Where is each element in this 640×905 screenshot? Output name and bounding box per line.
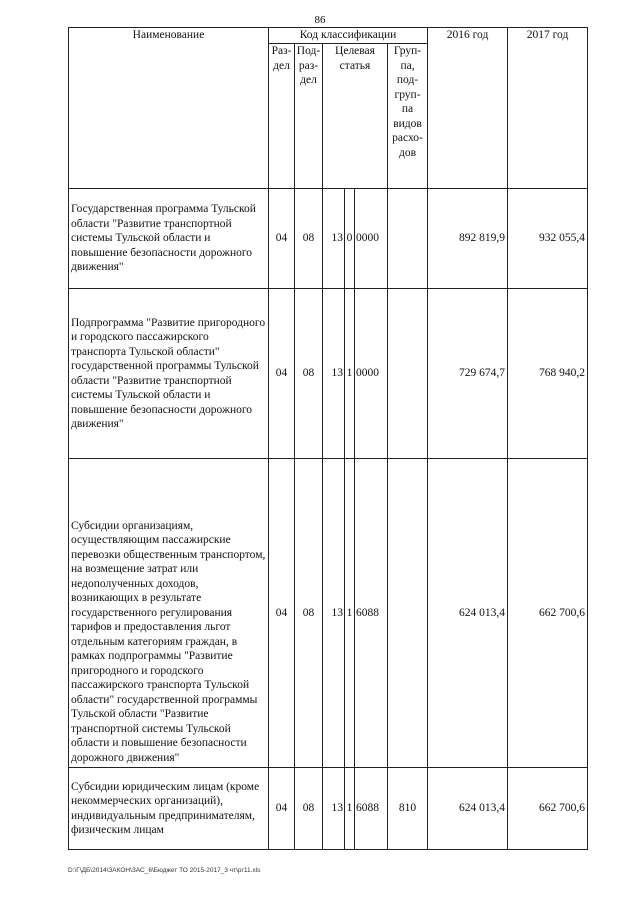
row-podrazdel: 08: [295, 768, 323, 850]
header-razdel: [269, 44, 295, 189]
row-cs-subprogram: 1: [345, 289, 355, 459]
header-group-text: Груп- па, под- груп- па видов расхо- дов: [392, 45, 423, 159]
header-podrazdel-text: Под- раз- дел: [296, 45, 321, 86]
row-cs-program: 13: [323, 289, 345, 459]
header-name: Наименование: [69, 28, 269, 189]
row-group: [388, 189, 428, 289]
row-podrazdel: 08: [295, 459, 323, 768]
header-celevaya-statya-text: Целевая статья: [335, 45, 375, 72]
row-amount-2017: 662 700,6: [508, 768, 588, 850]
row-group: [388, 289, 428, 459]
row-name: Подпрограмма "Развитие пригородного и городского пассажирского транспорта Тульской области" государственной программы Тульской области "Развитие транспортной системы Тульской области и повышение безопасности дорожного движения": [69, 289, 269, 459]
row-razdel: 04: [269, 189, 295, 289]
row-cs-program: 13: [323, 459, 345, 768]
row-group: [388, 459, 428, 768]
header-year-2016: 2016 год: [428, 28, 508, 189]
row-razdel: 04: [269, 289, 295, 459]
row-cs-direction: 6088: [355, 768, 388, 850]
row-cs-subprogram: 1: [345, 459, 355, 768]
row-podrazdel: 08: [295, 289, 323, 459]
row-amount-2016: 892 819,9: [428, 189, 508, 289]
row-podrazdel: 08: [295, 189, 323, 289]
row-amount-2017: 768 940,2: [508, 289, 588, 459]
table-row: [69, 189, 588, 289]
row-amount-2017: 662 700,6: [508, 459, 588, 768]
row-name: Государственная программа Тульской области "Развитие транспортной системы Тульской области и повышение безопасности дорожного движения": [69, 189, 269, 289]
row-name: Субсидии организациям, осуществляющим пассажирские перевозки общественным транспортом, на возмещение затрат или недополученных доходов, возникающих в результате государственного регулирования тарифов и предоставления льгот отдельным категориям граждан, в рамках подпрограммы "Развитие пригородного и городского пассажирского транспорта Тульской области" государственной программы Тульской области "Развитие транспортной системы Тульской области и повышение безопасности дорожного движения": [69, 459, 269, 768]
row-cs-program: 13: [323, 768, 345, 850]
row-amount-2016: 624 013,4: [428, 768, 508, 850]
row-cs-direction: 6088: [355, 459, 388, 768]
header-code-classification: Код классификации: [269, 28, 428, 44]
table-row: [69, 768, 588, 850]
row-cs-direction: 0000: [355, 189, 388, 289]
header-group: [388, 44, 428, 189]
row-group: 810: [388, 768, 428, 850]
row-name: Субсидии юридическим лицам (кроме некоммерческих организаций), индивидуальным предпринимателям, физическим лицам: [69, 768, 269, 850]
row-razdel: 04: [269, 768, 295, 850]
row-razdel: 04: [269, 459, 295, 768]
budget-table: [68, 27, 588, 850]
page-number: 86: [314, 14, 326, 26]
row-cs-subprogram: 0: [345, 189, 355, 289]
row-cs-program: 13: [323, 189, 345, 289]
row-amount-2017: 932 055,4: [508, 189, 588, 289]
header-razdel-text: Раз- дел: [271, 45, 292, 72]
row-amount-2016: 729 674,7: [428, 289, 508, 459]
table-row: [69, 289, 588, 459]
row-amount-2016: 624 013,4: [428, 459, 508, 768]
footer-file-path: D:\Г\ДБ\2014\ЗАКОН\ЗАС_6\Бюджет ТО 2015-2017_3 чт\рг11.xls: [68, 867, 261, 874]
header-year-2017: 2017 год: [508, 28, 588, 189]
row-cs-subprogram: 1: [345, 768, 355, 850]
table-row: [69, 459, 588, 768]
header-podrazdel: [295, 44, 323, 189]
row-cs-direction: 0000: [355, 289, 388, 459]
header-celevaya-statya: [323, 44, 388, 189]
